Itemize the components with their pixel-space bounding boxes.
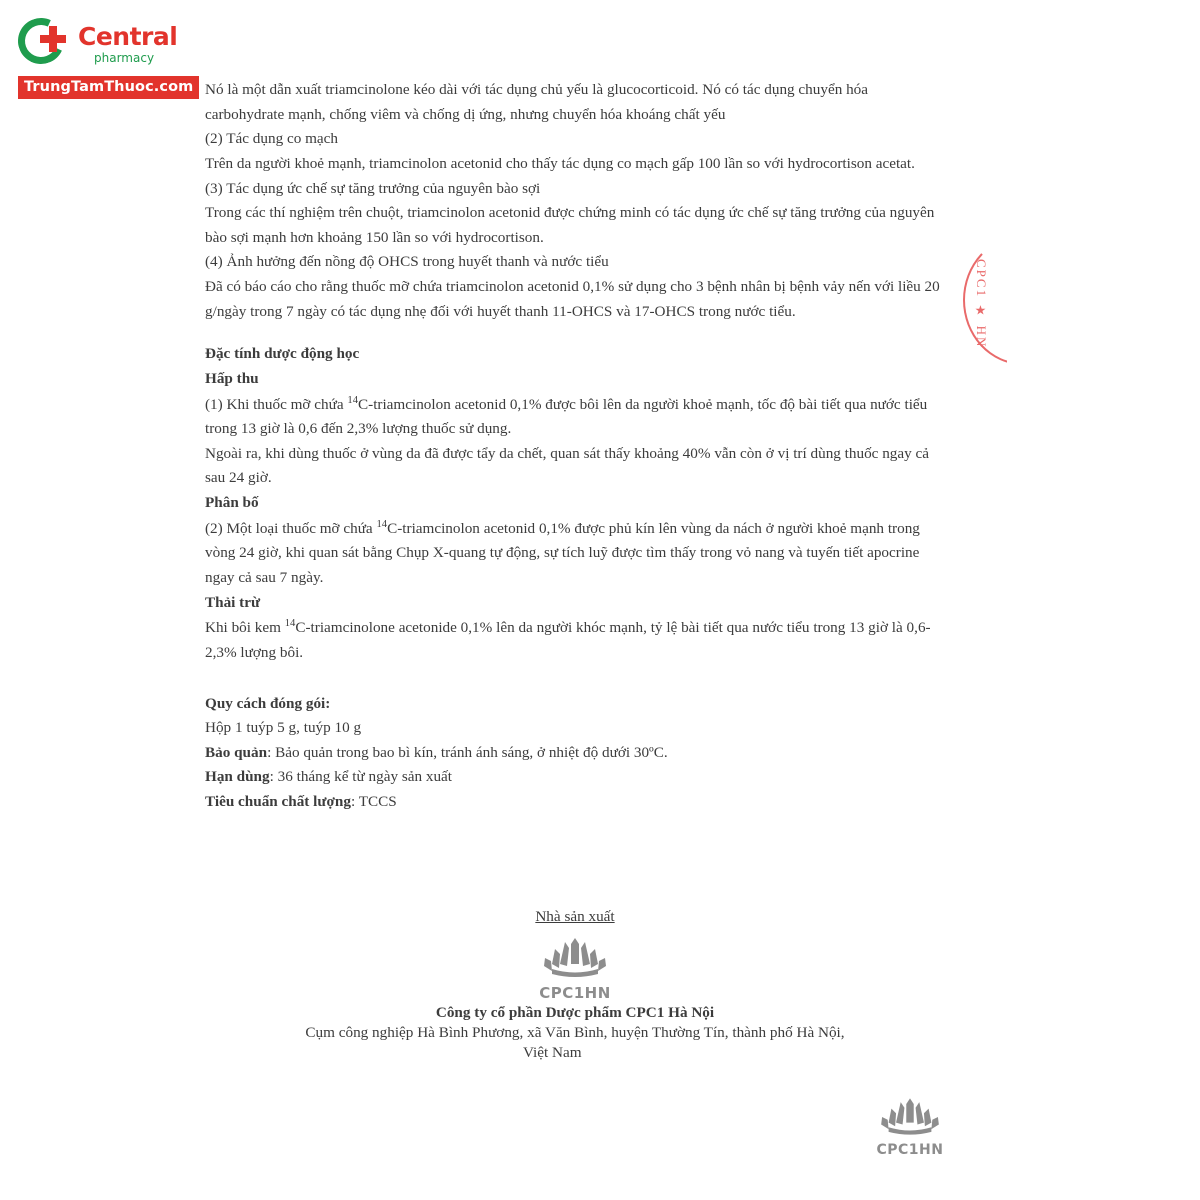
manufacturer-label: Nhà sản xuất [535, 908, 615, 925]
cpc1hn-corner-logo-text: CPC1HN [876, 1142, 944, 1158]
storage-value: : Bảo quản trong bao bì kín, tránh ánh sáng, ở nhiệt độ dưới 30ºC. [267, 743, 668, 761]
red-seal-stamp [963, 235, 1007, 365]
storage-label: Bảo quản [205, 743, 268, 761]
manufacturer-address-line-2: Việt Nam [523, 1044, 582, 1061]
expiry-line [205, 765, 945, 790]
excretion-p1-pre: Khi bôi kem [205, 619, 285, 637]
logo-text [78, 24, 177, 64]
distribution-p1-pre: (2) Một loại thuốc mỡ chứa [205, 519, 377, 537]
paragraph-absorption-2: Ngoài ra, khi dùng thuốc ở vùng da đã được tẩy da chết, quan sát thấy khoảng 40% vẫn còn ở vị trí dùng thuốc ngay cả sau 24 giờ. [205, 444, 930, 487]
absorption-p1-post: C-triamcinolon acetonid 0,1% được bôi lên da người khoẻ mạnh, tốc độ bài tiết qua nước tiểu trong 13 giờ là 0,6 đến 2,3% lượng thuốc sử dụng. [205, 395, 928, 438]
cpc1hn-fan-icon [532, 938, 618, 978]
manufacturer-name: Công ty cổ phần Dược phẩm CPC1 Hà Nội [435, 1004, 715, 1021]
cpc1hn-logo [515, 938, 635, 1000]
site-url-banner: TrungTamThuoc.com [18, 76, 199, 99]
absorption-p1-sup: 14 [347, 394, 358, 406]
central-pharmacy-logo-icon [18, 18, 70, 70]
cpc1hn-corner-logo [855, 1098, 965, 1158]
seal-text: CPC1 ★ HN [974, 259, 989, 349]
packaging-value: Hộp 1 tuýp 5 g, tuýp 10 g [205, 719, 362, 737]
paragraph-intro-6: (4) Ảnh hưởng đến nồng độ OHCS trong huyết thanh và nước tiểu [205, 253, 609, 271]
storage-line [205, 741, 945, 766]
paragraph-absorption-1 [205, 392, 945, 442]
excretion-p1-post: C-triamcinolone acetonide 0,1% lên da người khóc mạnh, tỷ lệ bài tiết qua nước tiểu trong 13 giờ là 0,6-2,3% lượng bôi. [205, 619, 931, 661]
leaflet-text-body [205, 78, 945, 815]
paragraph-distribution-1 [205, 516, 945, 591]
standard-line [205, 790, 945, 815]
paragraph-intro-2: (2) Tác dụng co mạch [205, 130, 338, 148]
expiry-label: Hạn dùng [205, 768, 270, 786]
paragraph-intro-5: Trong các thí nghiệm trên chuột, triamcinolon acetonid được chứng minh có tác dụng ức chế sự tăng trưởng của nguyên bào sợi mạnh hơn khoảng 150 lần so với hydrocortison. [205, 204, 935, 246]
subheading-distribution: Phân bố [205, 494, 259, 512]
absorption-p1-pre: (1) Khi thuốc mỡ chứa [205, 395, 348, 413]
standard-label: Tiêu chuẩn chất lượng [205, 793, 351, 811]
subheading-excretion: Thải trừ [205, 593, 261, 611]
cpc1hn-logo-text: CPC1HN [539, 984, 611, 1002]
logo-row [18, 18, 208, 70]
paragraph-intro-3: Trên da người khoẻ mạnh, triamcinolon acetonid cho thấy tác dụng co mạch gấp 100 lần so với hydrocortison acetat. [205, 154, 915, 172]
paragraph-intro-7: Đã có báo cáo cho rằng thuốc mỡ chứa triamcinolon acetonid 0,1% sử dụng cho 3 bệnh nhân bị bệnh vảy nến với liều 20 g/ngày trong 7 ngày có tác dụng nhẹ đối với huyết thanh 11-OHCS và 17-OHCS trong nước tiểu. [205, 278, 940, 320]
distribution-p1-post: C-triamcinolon acetonid 0,1% được phủ kín lên vùng da nách ở người khoẻ mạnh trong vòng 24 giờ, khi quan sát bằng Chụp X-quang tự động, sự tích luỹ được tìm thấy trong vỏ nang và tuyến tiết apocrine ngay cả sau 7 ngày. [205, 519, 920, 586]
excretion-p1-sup: 14 [284, 618, 296, 630]
standard-value: : TCCS [350, 793, 397, 811]
paragraph-excretion-1 [205, 615, 945, 665]
section-heading-packaging: Quy cách đóng gói: [205, 694, 331, 712]
cpc1hn-corner-fan-icon [870, 1098, 950, 1136]
expiry-value: : 36 tháng kể từ ngày sản xuất [269, 768, 453, 786]
brand-subtitle: pharmacy [94, 51, 155, 65]
central-pharmacy-watermark [18, 18, 208, 99]
paragraph-intro-1: Nó là một dẫn xuất triamcinolone kéo dài với tác dụng chủ yếu là glucocorticoid. Nó có tác dụng chuyển hóa carbohydrate mạnh, chống viêm và chống dị ứng, nhưng chuyển hóa khoáng chất yếu [205, 81, 869, 123]
subheading-absorption: Hấp thu [205, 369, 259, 387]
manufacturer-block [205, 908, 945, 1062]
paragraph-intro-4: (3) Tác dụng ức chế sự tăng trưởng của nguyên bào sợi [205, 179, 541, 197]
brand-name: Central [78, 22, 178, 51]
section-heading-pharmacokinetics: Đặc tính dược động học [205, 345, 360, 363]
manufacturer-address-line-1: Cụm công nghiệp Hà Bình Phương, xã Văn Bình, huyện Thường Tín, thành phố Hà Nội, [305, 1024, 845, 1041]
distribution-p1-sup: 14 [376, 518, 388, 530]
